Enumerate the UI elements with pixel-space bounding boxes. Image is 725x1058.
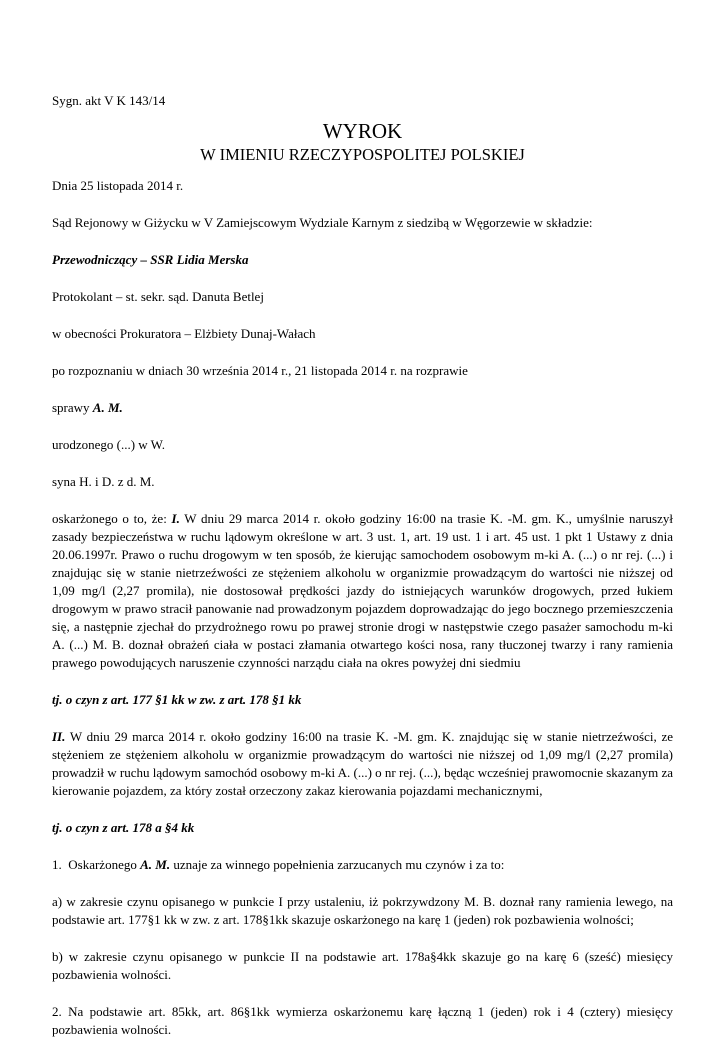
case-signature: Sygn. akt V K 143/14 [52,93,166,108]
charge-one-number: I. [171,511,180,526]
court-composition: Sąd Rejonowy w Giżycku w V Zamiejscowym Wydziale Karnym z siedzibą w Węgorzewie w składzie: [52,215,593,230]
point-one-lead: 1. Oskarżonego [52,857,141,872]
charge-one-qualification: tj. o czyn z art. 177 §1 kk w zw. z art. 178 §1 kk [52,692,302,707]
presiding-judge: Przewodniczący – SSR Lidia Merska [52,252,249,267]
charge-two-number: II. [52,729,66,744]
court-clerk: Protokolant – st. sekr. sąd. Danuta Betlej [52,289,264,304]
point-one-text: uznaje za winnego popełnienia zarzucanych mu czynów i za to: [170,857,505,872]
document-title: WYROK [322,119,403,143]
verdict-point-one-b: b) w zakresie czynu opisanego w punkcie II na podstawie art. 178a§4kk skazuje go na karę 6 (sześć) miesięcy pozbawienia wolności. [52,949,673,982]
hearing-dates: po rozpoznaniu w dniach 30 września 2014 r., 21 listopada 2014 r. na rozprawie [52,363,468,378]
verdict-point-two: 2. Na podstawie art. 85kk, art. 86§1kk wymierza oskarżonemu karę łączną 1 (jeden) rok i 4 (cztery) miesięcy pozbawienia wolności. [52,1004,673,1037]
judgment-document [52,92,673,1058]
charge-one [52,510,673,672]
charge-two [52,728,673,800]
case-of [52,399,673,417]
case-prefix: sprawy [52,400,93,415]
verdict-point-one-a: a) w zakresie czynu opisanego w punkcie I przy ustaleniu, iż pokrzywdzony M. B. doznał rany ramienia lewego, na podstawie art. 177§1 kk w zw. z art. 178§1kk skazuje oskarżonego na karę 1 (jeden) rok pozbawienia wolności; [52,894,673,927]
defendant-birth: urodzonego (...) w W. [52,437,166,452]
point-one-name: A. M. [140,857,171,872]
defendant-name: A. M. [92,400,123,415]
verdict-point-one [52,856,673,874]
charge-lead: oskarżonego o to, że: [52,511,172,526]
charge-two-text: W dniu 29 marca 2014 r. około godziny 16:00 na trasie K. -M. gm. K. znajdując się w stanie nietrzeźwości, ze stężeniem ze stężeniem alkoholu w organizmie prowadzącym do wartości nie niższej od 1,09 mg/l (2,27 promila) prowadził w ruchu lądowym samochód osobowy m-ki A. (...) o nr rej. (...), będąc wcześniej prawomocnie skazanym za kierowanie pojazdem, za który został orzeczony zakaz kierowania pojazdami mechanicznymi, [52,729,673,798]
prosecutor-presence: w obecności Prokuratora – Elżbiety Dunaj-Wałach [52,326,316,341]
document-subtitle: W IMIENIU RZECZYPOSPOLITEJ POLSKIEJ [200,145,525,164]
judgment-date: Dnia 25 listopada 2014 r. [52,178,184,193]
defendant-parents: syna H. i D. z d. M. [52,474,155,489]
charge-two-qualification: tj. o czyn z art. 178 a §4 kk [52,820,195,835]
charge-one-text: W dniu 29 marca 2014 r. około godziny 16:00 na trasie K. -M. gm. K., umyślnie naruszył zasady bezpieczeństwa w ruchu lądowym określone w art. 3 ust. 1, art. 19 ust. 1 i art. 45 ust. 1 pkt 1 Ustawy z dnia 20.06.1997r. Prawo o ruchu drogowym w ten sposób, że kierując samochodem osobowym m-ki A. (...) o nr rej. (...) i znajdując się w stanie nietrzeźwości ze stężeniem alkoholu w organizmie prowadzącym do wartości nie niższej od 1,09 mg/l (2,27 promila), nie dostosował prędkości jazdy do istniejących warunków drogowych, przed łukiem drogowym w prawo stracił panowanie nad prowadzonym pojazdem doprowadzając do jego bocznego przemieszczenia się, a następnie zjechał do przydrożnego rowu po prawej stronie drogi w następstwie czego pasażer samochodu m-ki A. (...) M. B. doznał obrażeń ciała w postaci złamania otwartego kości nosa, rany tłuczonej twarzy i rany ramienia prawego powodujących naruszenie czynności narządu ciała na okres powyżej dni siedmiu [52,511,673,670]
